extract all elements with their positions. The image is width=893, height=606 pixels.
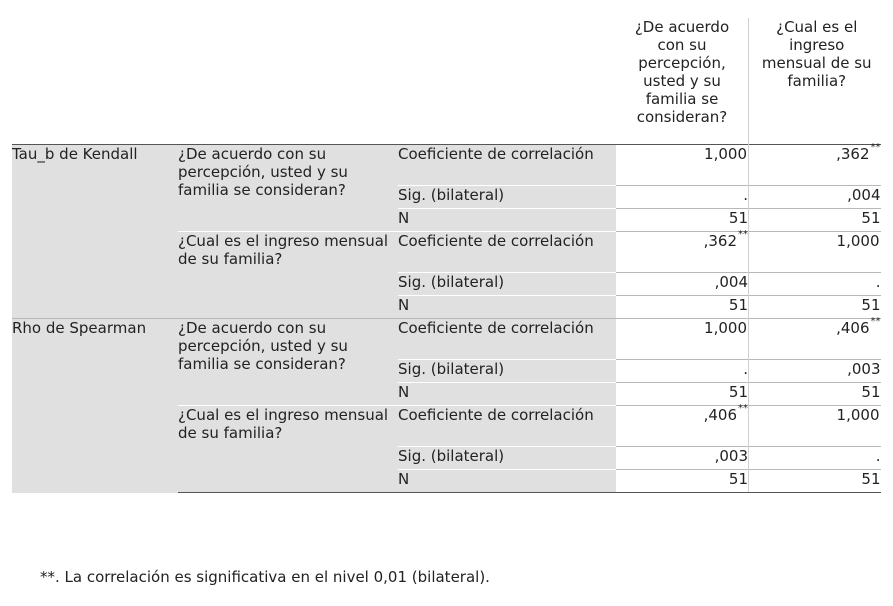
cell-value: 51 (749, 383, 881, 406)
table-row (12, 145, 881, 186)
header-row (12, 18, 881, 145)
cell-value: ,362** (616, 232, 749, 273)
cell-value: ,003 (616, 447, 749, 470)
cell-value: ,406** (616, 406, 749, 447)
cell-value: ,004 (749, 186, 881, 209)
cell-value: . (749, 447, 881, 470)
stat-label: N (398, 470, 616, 493)
group-label-spearman: Rho de Spearman (12, 319, 178, 493)
group-label-kendall: Tau_b de Kendall (12, 145, 178, 319)
column-header-percepcion: ¿De acuerdo con su percepción, usted y su familia se consideran? (616, 18, 749, 145)
stat-label: Coeficiente de correlación (398, 406, 616, 447)
cell-value: 1,000 (749, 232, 881, 273)
footnote: **. La correlación es significativa en el nivel 0,01 (bilateral). (40, 568, 490, 586)
column-header-ingreso: ¿Cual es el ingreso mensual de su familia? (761, 18, 872, 90)
cell-value: 51 (616, 296, 749, 319)
row-variable-label: ¿De acuerdo con su percepción, usted y su familia se consideran? (178, 319, 398, 406)
stat-label: N (398, 296, 616, 319)
cell-value: 51 (749, 209, 881, 232)
cell-value: 1,000 (749, 406, 881, 447)
cell-value: ,362** (749, 145, 881, 186)
stat-label: Sig. (bilateral) (398, 273, 616, 296)
correlations-table (12, 18, 881, 493)
stat-label: Sig. (bilateral) (398, 447, 616, 470)
cell-value: 51 (616, 470, 749, 493)
cell-value: . (749, 273, 881, 296)
stat-label: N (398, 383, 616, 406)
cell-value: 51 (749, 296, 881, 319)
row-variable-label: ¿Cual es el ingreso mensual de su familia? (178, 406, 398, 493)
stat-label: Coeficiente de correlación (398, 232, 616, 273)
cell-value: 51 (616, 209, 749, 232)
cell-value: ,406** (749, 319, 881, 360)
row-variable-label: ¿De acuerdo con su percepción, usted y su familia se consideran? (178, 145, 398, 232)
cell-value: 1,000 (616, 145, 749, 186)
cell-value: . (616, 360, 749, 383)
cell-value: 51 (616, 383, 749, 406)
cell-value: 51 (749, 470, 881, 493)
stat-label: Coeficiente de correlación (398, 319, 616, 360)
cell-value: ,004 (616, 273, 749, 296)
stat-label: Coeficiente de correlación (398, 145, 616, 186)
stat-label: N (398, 209, 616, 232)
row-variable-label: ¿Cual es el ingreso mensual de su familia? (178, 232, 398, 319)
stat-label: Sig. (bilateral) (398, 360, 616, 383)
cell-value: 1,000 (616, 319, 749, 360)
cell-value: ,003 (749, 360, 881, 383)
table-row (12, 319, 881, 360)
stat-label: Sig. (bilateral) (398, 186, 616, 209)
cell-value: . (616, 186, 749, 209)
